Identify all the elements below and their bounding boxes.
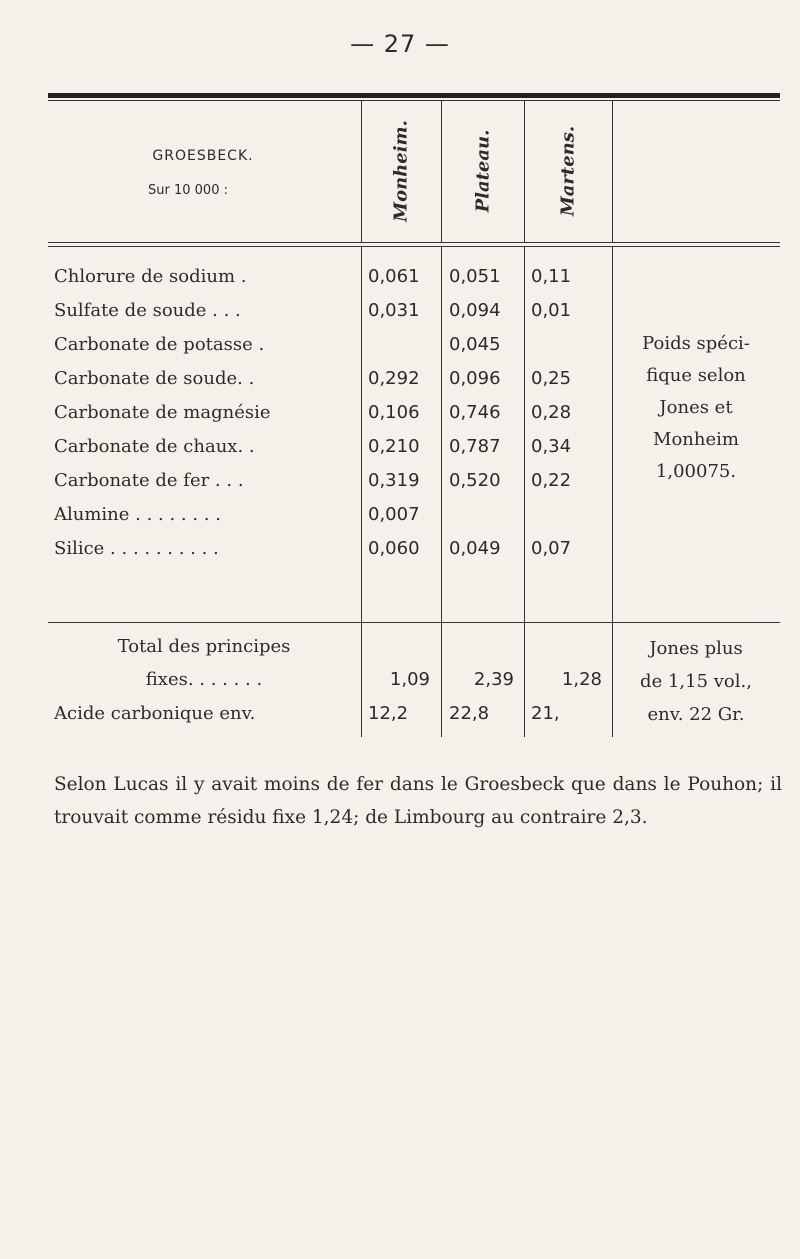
cell-monheim: 0,007 [368,504,420,525]
row-label: Carbonate de soude. . [54,368,255,389]
cell-monheim: 0,061 [368,266,420,287]
cell-martens: 0,34 [531,436,572,457]
note-line: Poids spéci- [642,333,750,354]
header-separator-rule [48,242,780,243]
row-label: Carbonate de chaux. . [54,436,255,457]
acid-plateau: 22,8 [449,703,490,724]
cell-plateau: 0,520 [449,470,501,491]
table-top-rule [48,93,780,98]
cell-monheim: 0,210 [368,436,420,457]
note-line: de 1,15 vol., [640,671,752,692]
cell-monheim: 0,319 [368,470,420,491]
cell-martens: 0,28 [531,402,572,423]
header-separator-rule-2 [48,246,780,247]
table-header-site: GROESBECK. [152,148,254,164]
column-header-label: Monheim. [390,120,412,222]
cell-plateau: 0,051 [449,266,501,287]
acid-martens: 21, [531,703,560,724]
cell-plateau: 0,746 [449,402,501,423]
note-line: Monheim [653,429,739,450]
note-line: Jones plus [649,638,743,659]
note-line: Jones et [659,397,733,418]
totals-label-line1: Total des principes [117,636,291,657]
cell-plateau: 0,094 [449,300,501,321]
table-header-subtitle: Sur 10 000 : [148,183,228,198]
row-label: Carbonate de fer . . . [54,470,244,491]
column-header-label: Plateau. [472,129,493,213]
jones-note [612,632,780,731]
specific-gravity-note [612,328,780,488]
row-label: Alumine . . . . . . . . [54,504,221,525]
column-header-monheim [361,100,441,242]
cell-monheim: 0,060 [368,538,420,559]
cell-martens: 0,22 [531,470,572,491]
cell-monheim: 0,106 [368,402,420,423]
cell-martens: 0,25 [531,368,572,389]
column-header-plateau [441,100,524,242]
acid-label: Acide carbonique env. [54,703,256,724]
note-line: env. 22 Gr. [647,704,745,725]
cell-plateau: 0,096 [449,368,501,389]
note-line: 1,00075. [655,461,737,482]
cell-plateau: 0,787 [449,436,501,457]
cell-plateau: 0,045 [449,334,501,355]
acid-monheim: 12,2 [368,703,409,724]
row-label: Carbonate de potasse . [54,334,265,355]
cell-martens: 0,01 [531,300,572,321]
cell-plateau: 0,049 [449,538,501,559]
page-number: — 27 — [350,30,450,58]
body-paragraph: Selon Lucas il y avait moins de fer dans le Groesbeck que dans le Pouhon; il trouvait comme résidu fixe 1,24; de Limbourg au contraire 2,3. [54,774,782,828]
total-martens: 1,28 [561,669,602,690]
totals-label-line2: fixes. . . . . . . [145,669,263,690]
column-header-label: Martens. [557,125,579,217]
cell-monheim: 0,292 [368,368,420,389]
row-label: Sulfate de soude . . . [54,300,241,321]
total-monheim: 1,09 [389,669,430,690]
cell-martens: 0,07 [531,538,572,559]
column-header-martens [524,100,612,242]
note-line: fique selon [646,365,746,386]
row-label: Silice . . . . . . . . . . [54,538,219,559]
cell-martens: 0,11 [531,266,572,287]
totals-separator-rule [48,622,780,623]
row-label: Chlorure de sodium . [54,266,247,287]
row-label: Carbonate de magnésie [54,402,271,423]
column-divider [612,100,613,242]
cell-monheim: 0,031 [368,300,420,321]
total-plateau: 2,39 [473,669,514,690]
